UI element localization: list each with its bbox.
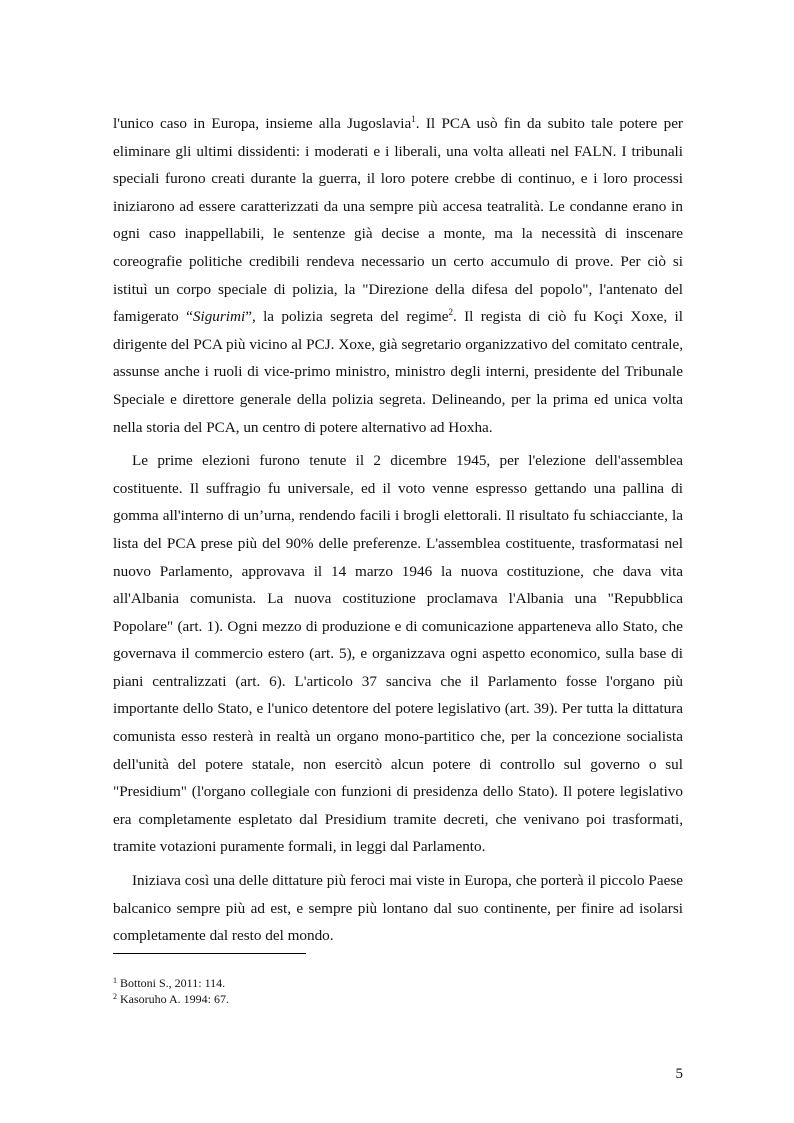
- footnote-separator: [113, 953, 306, 954]
- p1-italic-term: Sigurimi: [192, 308, 246, 326]
- footnote-2-number: 2: [113, 992, 117, 1001]
- footnote-2-text: Kasoruho A. 1994: 67.: [120, 992, 229, 1006]
- footnote-2: [113, 991, 229, 1007]
- p1-text-b: . Il PCA usò fin da subito tale potere per eliminare gli ultimi dissidenti: i moderati e i liberali, una volta alleati nel FALN. I tribunali speciali furono creati durante la guerra, il loro potere crebbe di continuo, e i loro processi iniziarono ad essere caratterizzati da una sempre più accesa teatralità. Le condanne erano in ogni caso inappellabili, le sentenze già decise a monte, ma la necessità di inscenare coreografie politiche credibili rendeva necessario un certo accumulo di prove. Per ciò si istituì un corpo speciale di polizia, la "Direzione della difesa del popolo", l'antenato del famigerato “: [113, 115, 683, 326]
- page-number: 5: [675, 1066, 683, 1082]
- p1-text-c: ”, la polizia segreta del regime: [245, 308, 449, 326]
- p1-text-a: l'unico caso in Europa, insieme alla Jugoslavia: [113, 115, 412, 132]
- footnote-1: [113, 975, 229, 991]
- footnotes: [113, 975, 229, 1007]
- footnote-ref-2[interactable]: 2: [448, 307, 453, 318]
- paragraph-2: Le prime elezioni furono tenute il 2 dicembre 1945, per l'elezione dell'assemblea costituente. Il suffragio fu universale, ed il voto venne espresso gettando una pallina di gomma all'interno di un’urna, rendendo facili i brogli elettorali. Il risultato fu schiacciante, la lista del PCA prese più del 90% delle preferenze. L'assemblea costituente, trasformatasi nel nuovo Parlamento, approvava il 14 marzo 1946 la nuova costituzione, che dava vita all'Albania comunista. La nuova costituzione proclamava l'Albania una "Repubblica Popolare" (art. 1). Ogni mezzo di produzione e di comunicazione apparteneva allo Stato, che governava il commercio estero (art. 5), e organizzava ogni aspetto economico, sulla base di piani centralizzati (art. 6). L'articolo 37 sanciva che il Parlamento fosse l'organo più importante dello Stato, e l'unico detentore del potere legislativo (art. 39). Per tutta la dittatura comunista esso resterà in realtà un organo mono-partitico che, per la concezione socialista dell'unità del potere statale, non esercitò alcun potere di controllo sul governo o sul "Presidium" (l'organo collegiale con funzioni di presidenza dello Stato). Il potere legislativo era completamente espletato dal Presidium tramite decreti, che venivano poi trasformati, tramite votazioni puramente formali, in leggi dal Parlamento.: [113, 452, 683, 856]
- paragraph-1: [113, 110, 683, 441]
- paragraph-3: Iniziava così una delle dittature più feroci mai viste in Europa, che porterà il piccolo Paese balcanico sempre più ad est, e sempre più lontano dal suo continente, per finire ad isolarsi completamente dal resto del mondo.: [113, 872, 683, 945]
- footnote-1-text: Bottoni S., 2011: 114.: [120, 976, 226, 990]
- footnote-1-number: 1: [113, 976, 117, 985]
- page-body: [113, 110, 683, 950]
- footnote-ref-1[interactable]: 1: [411, 114, 416, 124]
- p1-text-d: . Il regista di ciò fu Koçi Xoxe, il dirigente del PCA più vicino al PCJ. Xoxe, già segretario organizzativo del comitato centrale, assunse anche i ruoli di vice-primo ministro, ministro degli interni, presidente del Tribunale Speciale e direttore generale della polizia segreta. Delineando, per la prima ed unica volta nella storia del PCA, un centro di potere alternativo ad Hoxha.: [113, 308, 683, 436]
